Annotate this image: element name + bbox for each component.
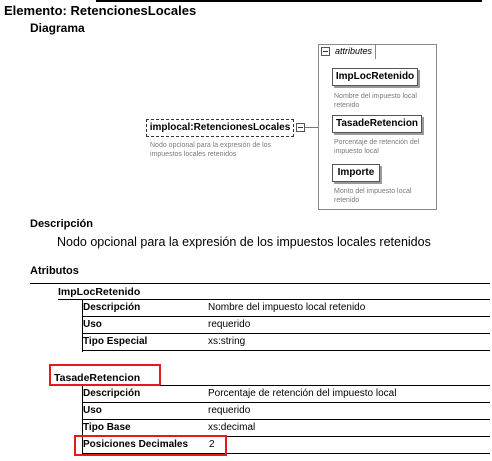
attribute-row [83,404,490,420]
main-element-note: Nodo opcional para la expresión de los impuestos locales retenidos [150,142,272,158]
main-element-label: implocal:RetencionesLocales [149,122,291,133]
attribute-note: Nombre del impuesto local retenido [334,93,417,109]
attributes-rule [30,283,490,284]
description-heading: Descripción [30,218,93,230]
row-key: Descripción [83,388,141,399]
element-title: Elemento: RetencionesLocales [4,3,197,18]
row-value: 2 [209,439,215,450]
attribute-node-label: TasadeRetencion [335,118,419,129]
row-value: requerido [208,405,251,416]
main-element-node[interactable] [146,119,294,137]
row-key: Uso [83,405,102,416]
attribute-node-tasaderetencion[interactable] [332,115,422,133]
highlight-box [74,435,227,456]
row-value: xs:string [208,336,246,347]
row-key: Uso [83,319,102,330]
description-text: Nodo opcional para la expresión de los impuestos locales retenidos [57,235,431,249]
attribute-group-title: ImpLocRetenido [58,286,141,298]
diagram-heading: Diagrama [30,21,85,35]
attributes-heading: Atributos [30,265,79,277]
attribute-row [83,387,490,403]
attribute-group-title: TasadeRetencion [54,372,141,384]
group-rule [58,299,490,300]
highlight-box [49,364,161,386]
attribute-node-importe[interactable] [332,164,380,182]
row-key: Tipo Especial [83,336,148,347]
row-key: Posiciones Decimales [83,439,189,450]
row-value: Nombre del impuesto local retenido [208,302,366,313]
attribute-node-implocretenido[interactable] [332,68,418,86]
collapse-icon[interactable] [296,123,305,132]
attribute-row [83,301,490,317]
row-value: Porcentaje de retención del impuesto local [208,388,397,399]
row-key: Descripción [83,302,141,313]
attribute-row [83,318,490,334]
top-rule [96,0,482,2]
attribute-note: Monto del impuesto local retenido [334,188,412,204]
attribute-node-label: Importe [337,167,375,178]
attributes-tab-label: attributes [335,46,373,56]
attributes-collapse-icon[interactable] [321,47,330,56]
row-value: xs:decimal [208,422,256,433]
attribute-note: Porcentaje de retención del impuesto local [334,139,420,155]
row-key: Tipo Base [83,422,131,433]
attribute-node-label: ImpLocRetenido [335,71,415,82]
row-value: requerido [208,319,251,330]
attribute-row [83,335,490,351]
connector-line [305,127,318,128]
group-rule [160,385,490,386]
